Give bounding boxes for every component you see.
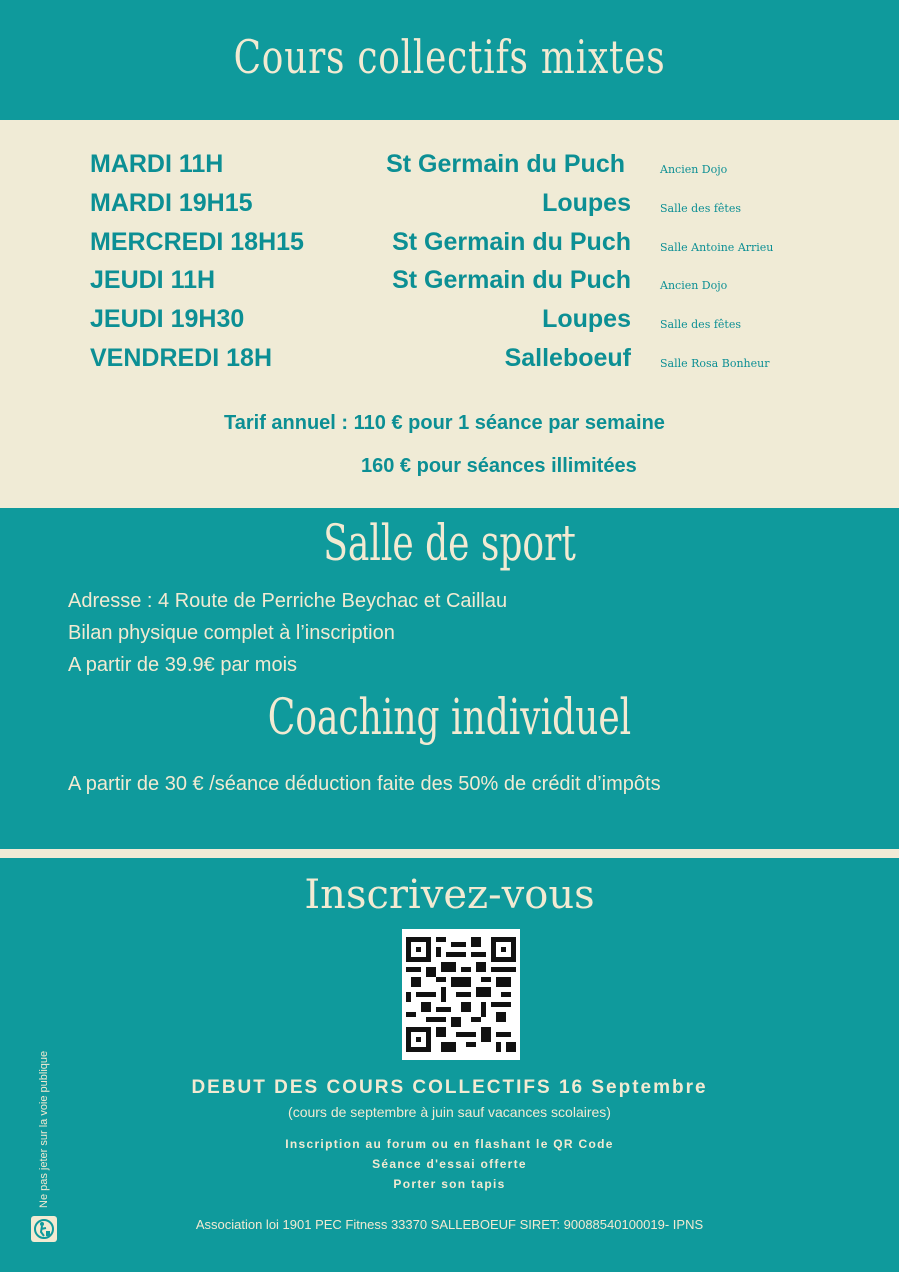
schedule-row xyxy=(0,305,899,343)
schedule-town: Loupes xyxy=(542,189,631,217)
coaching-price: A partir de 30 € /séance déduction faite des 50% de crédit d’impôts xyxy=(68,773,661,795)
schedule-day: MERCREDI 18H15 xyxy=(90,228,304,256)
signup-note-2: Séance d'essai offerte xyxy=(372,1157,527,1171)
schedule-venue: Salle des fêtes xyxy=(660,202,741,215)
schedule-venue: Salle des fêtes xyxy=(660,318,741,331)
schedule-day: VENDREDI 18H xyxy=(90,344,272,372)
section-divider xyxy=(0,849,899,858)
schedule-row xyxy=(0,344,899,382)
schedule-day: JEUDI 19H30 xyxy=(90,305,245,333)
gym-price: A partir de 39.9€ par mois xyxy=(68,654,298,676)
page-title: Cours collectifs mixtes xyxy=(233,30,666,84)
schedule-town: St Germain du Puch xyxy=(392,266,631,294)
schedule-town: Loupes xyxy=(542,305,631,333)
signup-title: Inscrivez-vous xyxy=(304,872,595,918)
vertical-disposal-note: Ne pas jeter sur la voie publique xyxy=(38,1050,50,1208)
schedule-row xyxy=(0,228,899,266)
gym-title: Salle de sport xyxy=(323,514,576,572)
gym-bilan: Bilan physique complet à l’inscription xyxy=(68,622,395,644)
debut-subtitle: (cours de septembre à juin sauf vacances scolaires) xyxy=(288,1104,611,1120)
qr-code[interactable] xyxy=(402,929,520,1060)
schedule-venue: Ancien Dojo xyxy=(660,163,728,176)
schedule-venue: Salle Antoine Arrieu xyxy=(660,241,774,254)
tarif-line-2: 160 € pour séances illimitées xyxy=(361,455,637,477)
schedule-row xyxy=(0,150,899,188)
signup-note-1: Inscription au forum ou en flashant le QR Code xyxy=(285,1137,614,1151)
gym-address: Adresse : 4 Route de Perriche Beychac et Caillau xyxy=(68,590,508,612)
schedule-panel xyxy=(0,120,899,508)
footer-legal: Association loi 1901 PEC Fitness 33370 SALLEBOEUF SIRET: 90088540100019- IPNS xyxy=(195,1217,704,1232)
schedule-row xyxy=(0,266,899,304)
schedule-day: MARDI 11H xyxy=(90,150,224,178)
schedule-row xyxy=(0,189,899,227)
schedule-venue: Salle Rosa Bonheur xyxy=(660,357,770,370)
signup-note-3: Porter son tapis xyxy=(393,1177,506,1191)
schedule-town: Salleboeuf xyxy=(504,344,631,372)
schedule-day: JEUDI 11H xyxy=(90,266,216,294)
schedule-day: MARDI 19H15 xyxy=(90,189,253,217)
schedule-venue: Ancien Dojo xyxy=(660,279,728,292)
tarif-line-1: Tarif annuel : 110 € pour 1 séance par semaine xyxy=(224,412,665,434)
schedule-town: St Germain du Puch xyxy=(392,228,631,256)
schedule-town: St Germain du Puch xyxy=(386,150,625,178)
coaching-title: Coaching individuel xyxy=(267,688,632,746)
litter-icon xyxy=(31,1216,57,1242)
debut-cours: DEBUT DES COURS COLLECTIFS 16 Septembre xyxy=(191,1077,708,1098)
